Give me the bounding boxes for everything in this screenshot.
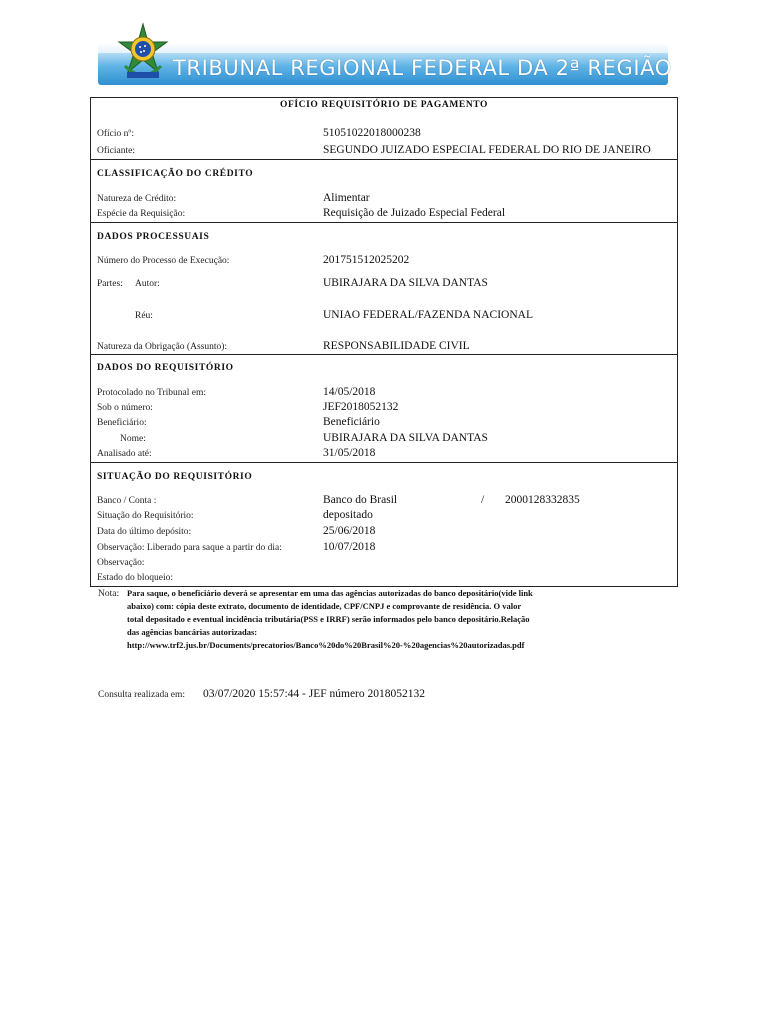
oficiante-label: Oficiante: — [97, 146, 135, 156]
especie-value: Requisição de Juizado Especial Federal — [323, 207, 506, 219]
beneficiario-value: Beneficiário — [323, 416, 380, 428]
situacao-value: depositado — [323, 509, 373, 521]
note-label: Nota: — [98, 589, 120, 599]
brazil-coat-of-arms-icon — [115, 22, 171, 84]
document-title: OFÍCIO REQUISITÓRIO DE PAGAMENTO — [279, 100, 489, 110]
section-divider — [91, 222, 677, 223]
nome-label: Nome: — [120, 434, 146, 444]
oficiante-value: SEGUNDO JUIZADO ESPECIAL FEDERAL DO RIO DE JANEIRO — [323, 144, 651, 156]
processuais-heading: DADOS PROCESSUAIS — [97, 232, 210, 242]
natureza-credito-label: Natureza de Crédito: — [97, 194, 177, 204]
autor-value: UBIRAJARA DA SILVA DANTAS — [323, 277, 488, 289]
oficio-document — [90, 97, 678, 587]
reu-label: Réu: — [135, 311, 153, 321]
oficio-number-label: Ofício nº: — [97, 129, 134, 139]
note-line: abaixo) com: cópia deste extrato, documento de identidade, CPF/CNPJ e comprovante de residência. O valor — [127, 601, 522, 611]
analisado-value: 31/05/2018 — [323, 447, 376, 459]
ultimo-deposito-value: 25/06/2018 — [323, 525, 376, 537]
protocolado-label: Protocolado no Tribunal em: — [97, 388, 206, 398]
estado-bloqueio-label: Estado do bloqueio: — [97, 573, 173, 583]
oficio-number-value: 51051022018000238 — [323, 127, 421, 139]
header-title: TRIBUNAL REGIONAL FEDERAL DA 2ª REGIÃO — [173, 56, 672, 80]
observacao-liberado-label: Observação: Liberado para saque a partir do dia: — [97, 543, 282, 553]
processo-value: 201751512025202 — [323, 254, 410, 266]
section-divider — [91, 462, 677, 463]
note-line: das agências bancárias autorizadas: — [127, 627, 258, 637]
header-banner — [95, 18, 670, 86]
section-divider — [91, 159, 677, 160]
beneficiario-label: Beneficiário: — [97, 418, 147, 428]
classificacao-heading: CLASSIFICAÇÃO DO CRÉDITO — [97, 169, 254, 179]
ultimo-deposito-label: Data do último depósito: — [97, 527, 192, 537]
obrigacao-label: Natureza da Obrigação (Assunto): — [97, 342, 228, 352]
obrigacao-value: RESPONSABILIDADE CIVIL — [323, 340, 470, 352]
autor-label: Autor: — [135, 279, 160, 289]
sob-numero-label: Sob o número: — [97, 403, 153, 413]
banco-value: Banco do Brasil — [323, 494, 398, 506]
reu-value: UNIAO FEDERAL/FAZENDA NACIONAL — [323, 309, 533, 321]
natureza-credito-value: Alimentar — [323, 192, 370, 204]
situacao-label: Situação do Requisitório: — [97, 511, 194, 521]
situacao-heading: SITUAÇÃO DO REQUISITÓRIO — [97, 472, 253, 482]
banco-separator: / — [481, 494, 485, 506]
requisitorio-heading: DADOS DO REQUISITÓRIO — [97, 363, 234, 373]
partes-label: Partes: — [97, 279, 123, 289]
nome-value: UBIRAJARA DA SILVA DANTAS — [323, 432, 488, 444]
banco-conta-label: Banco / Conta : — [97, 496, 157, 506]
note-line: total depositado e eventual incidência tributária(PSS e IRRF) serão informados pelo banco depositário.Relação — [127, 614, 530, 624]
section-divider — [91, 354, 677, 355]
consulta-value: 03/07/2020 15:57:44 - JEF número 2018052132 — [203, 688, 426, 700]
processo-label: Número do Processo de Execução: — [97, 256, 230, 266]
protocolado-value: 14/05/2018 — [323, 386, 376, 398]
sob-numero-value: JEF2018052132 — [323, 401, 399, 413]
consulta-label: Consulta realizada em: — [98, 690, 186, 700]
note-link[interactable]: http://www.trf2.jus.br/Documents/precatorios/Banco%20do%20Brasil%20-%20agencias%20autorizadas.pdf — [127, 640, 525, 650]
note-line: Para saque, o beneficiário deverá se apresentar em uma das agências autorizadas do banco depositário(vide link — [127, 588, 533, 598]
observacao-label: Observação: — [97, 558, 145, 568]
observacao-liberado-value: 10/07/2018 — [323, 541, 376, 553]
conta-value: 2000128332835 — [505, 494, 580, 506]
especie-label: Espécie da Requisição: — [97, 209, 186, 219]
analisado-label: Analisado até: — [97, 449, 152, 459]
